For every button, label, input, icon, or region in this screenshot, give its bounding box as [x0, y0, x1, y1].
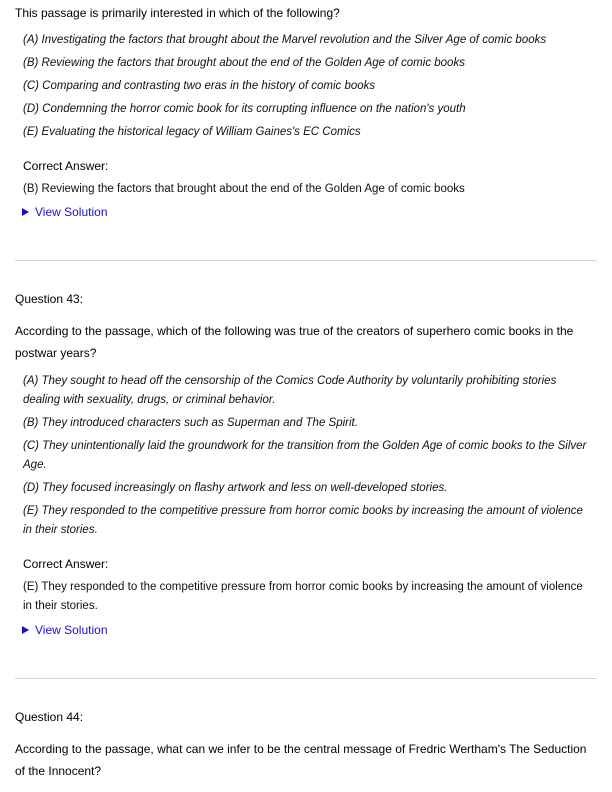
expand-triangle-icon	[22, 626, 29, 634]
q43-choice-e[interactable]: (E) They responded to the competitive pressure from horror comic books by increasing the amount of violence in their stories.	[23, 505, 583, 536]
q42-choice-d[interactable]: (D) Condemning the horror comic book for its corrupting influence on the nation's youth	[23, 103, 466, 115]
view-solution-label: View Solution	[35, 623, 108, 637]
q43-choice-d[interactable]: (D) They focused increasingly on flashy artwork and less on well-developed stories.	[23, 482, 448, 494]
q43-label: Question 43:	[15, 292, 84, 306]
divider	[15, 260, 597, 261]
q42-choice-a[interactable]: (A) Investigating the factors that brought about the Marvel revolution and the Silver Age of comic books	[23, 34, 547, 46]
q42-choice-e[interactable]: (E) Evaluating the historical legacy of William Gaines's EC Comics	[23, 126, 361, 138]
q42-prompt: This passage is primarily interested in which of the following?	[15, 6, 340, 20]
q44-prompt: According to the passage, what can we infer to be the central message of Fredric Wertham's The Seduction of the Innocent?	[15, 742, 587, 778]
q42-correct-answer-label: Correct Answer:	[23, 159, 109, 173]
q43-view-solution-button[interactable]	[22, 623, 108, 637]
q42-choice-c[interactable]: (C) Comparing and contrasting two eras in the history of comic books	[23, 80, 376, 92]
q44-label: Question 44:	[15, 710, 84, 724]
q42-view-solution-button[interactable]	[22, 205, 108, 219]
divider	[15, 678, 597, 679]
q43-choice-b[interactable]: (B) They introduced characters such as Superman and The Spirit.	[23, 417, 358, 429]
q42-choice-b[interactable]: (B) Reviewing the factors that brought about the end of the Golden Age of comic books	[23, 57, 465, 69]
q42-correct-answer-text: (B) Reviewing the factors that brought about the end of the Golden Age of comic books	[23, 183, 465, 195]
q43-prompt: According to the passage, which of the following was true of the creators of superhero comic books in the postwar years?	[15, 324, 574, 360]
q43-correct-answer-text: (E) They responded to the competitive pressure from horror comic books by increasing the amount of violence in their stories.	[23, 581, 583, 612]
q43-choice-c[interactable]: (C) They unintentionally laid the groundwork for the transition from the Golden Age of comic books to the Silver Age.	[23, 440, 587, 471]
q43-correct-answer-label: Correct Answer:	[23, 557, 109, 571]
q43-choice-a[interactable]: (A) They sought to head off the censorship of the Comics Code Authority by voluntarily prohibiting stories dealing with sexuality, drugs, or criminal behavior.	[23, 375, 557, 406]
expand-triangle-icon	[22, 208, 29, 216]
view-solution-label: View Solution	[35, 205, 108, 219]
